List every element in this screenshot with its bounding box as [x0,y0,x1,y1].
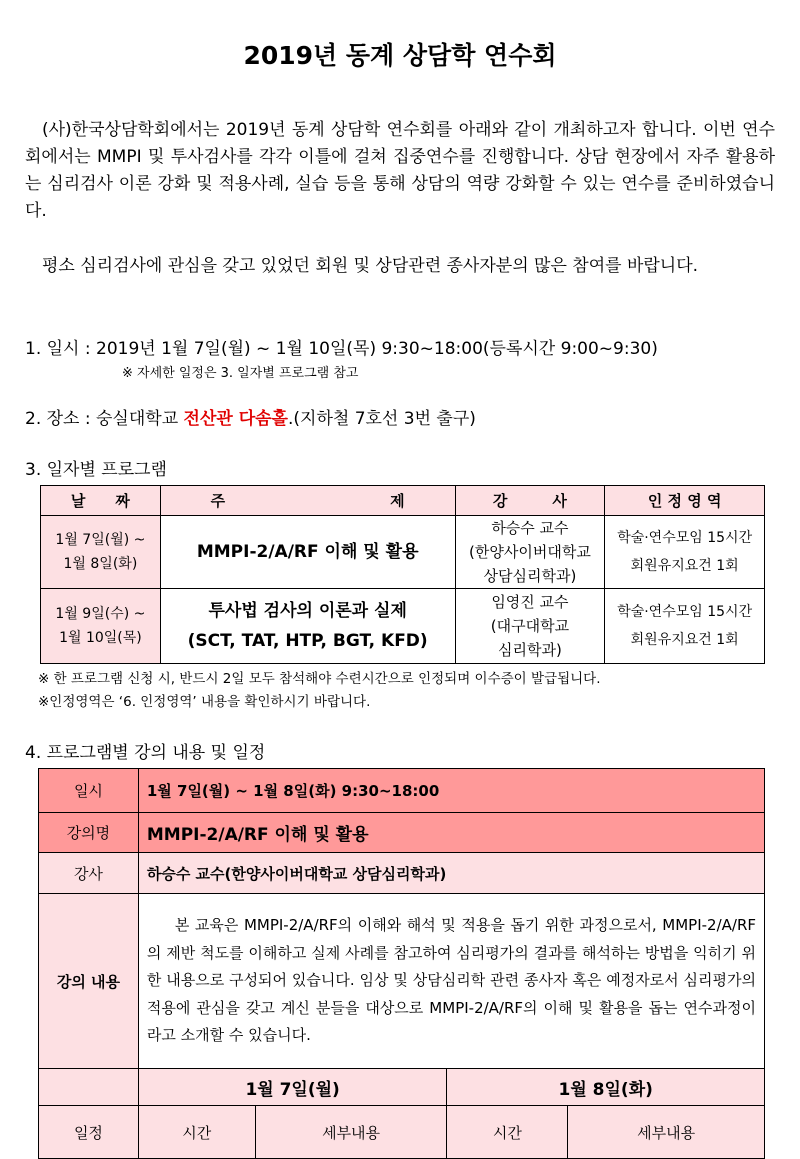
lecture-detail-table [38,768,765,1159]
lecturer-cell [455,516,605,589]
date-cell [41,589,161,664]
day1-time-header: 시간 [138,1106,255,1159]
area-requirement: 회원유지요건 1회 [630,558,739,574]
daily-program-table [40,485,765,664]
name-label: 강의명 [39,813,139,853]
topic-subtitle: (SCT, TAT, HTP, BGT, KFD) [187,631,428,651]
date-cell [41,516,161,589]
content-row [39,894,765,1069]
lecturer-dept: 상담심리학과) [483,567,577,585]
lecturer-affil: (대구대학교 [490,617,570,635]
header-area: 인 정 영 역 [605,486,765,516]
intro-paragraph-2: 평소 심리검사에 관심을 갖고 있었던 회원 및 상담관련 종사자분의 많은 참여를 바랍니다. [42,256,699,276]
day1-header: 1월 7일(월) [138,1069,447,1106]
program-note-1: ※ 한 프로그램 신청 시, 반드시 2일 모두 참석해야 수련시간으로 인정되며 이수증이 발급됩니다. [38,671,601,687]
table-row [41,589,765,664]
venue-suffix: .(지하철 7호선 3번 출구) [287,409,476,429]
schedule-line: 1. 일시 : 2019년 1월 7일(월) ~ 1월 10일(목) 9:30~18:00(등록시간 9:00~9:30) [25,339,658,359]
area-cell [605,516,765,589]
header-lecturer: 강 사 [455,486,605,516]
date-row [39,769,765,813]
lecturer-name: 하승수 교수 [491,519,569,537]
area-requirement: 회원유지요건 1회 [630,632,739,648]
lecturer-label: 강사 [39,853,139,894]
venue-highlight: 전산관 다솜홀 [183,409,288,429]
lecturer-cell [455,589,605,664]
topic-cell: MMPI-2/A/RF 이해 및 활용 [160,516,455,589]
topic-cell [160,589,455,664]
name-value: MMPI-2/A/RF 이해 및 활용 [138,813,764,853]
venue-line [25,404,476,429]
lecturer-row [39,853,765,894]
header-date: 날 짜 [41,486,161,516]
day-header-row [39,1069,765,1106]
table-row [41,516,765,589]
date-end: 1월 10일(목) [59,630,142,646]
area-hours: 학술·연수모임 15시간 [617,604,753,620]
venue-prefix: 2. 장소 : 숭실대학교 [25,409,184,429]
area-hours: 학술·연수모임 15시간 [617,530,753,546]
lecturer-affil: (한양사이버대학교 [469,543,591,561]
empty-cell [39,1069,139,1106]
header-topic: 주 제 [160,486,455,516]
lecturer-value: 하승수 교수(한양사이버대학교 상담심리학과) [138,853,764,894]
date-end: 1월 8일(화) [63,556,138,572]
date-value: 1월 7일(월) ~ 1월 8일(화) 9:30~18:00 [138,769,764,813]
lecturer-dept: 심리학과) [498,641,562,659]
date-start: 1월 9일(수) ~ [55,606,146,622]
table-header-row [41,486,765,516]
document-title: 2019년 동계 상담학 연수회 [243,41,557,70]
date-label: 일시 [39,769,139,813]
program-note-2: ※인정영역은 ‘6. 인정영역’ 내용을 확인하시기 바랍니다. [38,694,371,710]
content-label: 강의 내용 [39,894,139,1069]
schedule-note: ※ 자세한 일정은 3. 일자별 프로그램 참고 [122,366,359,381]
day2-header: 1월 8일(화) [447,1069,765,1106]
schedule-header-row [39,1106,765,1159]
content-value: 본 교육은 MMPI-2/A/RF의 이해와 해석 및 적용을 돕기 위한 과정으로서, MMPI-2/A/RF의 제반 척도를 이해하고 실제 사례를 참고하여 심리평가의 결과를 해석하는 방법을 익히기 위한 내용으로 구성되어 있습니다. 임상 및 상담심리학 관련 종사자 혹은 예정자로서 심리평가의 적용에 관심을 갖고 계신 분들을 대상으로 MMPI-2/A/RF의 이해 및 활용을 돕는 연수과정이라고 소개할 수 있습니다. [138,894,764,1069]
day2-time-header: 시간 [447,1106,568,1159]
topic-title: 투사법 검사의 이론과 실제 [208,601,407,621]
lecture-heading: 4. 프로그램별 강의 내용 및 일정 [25,743,266,763]
day1-detail-header: 세부내용 [255,1106,447,1159]
date-start: 1월 7일(월) ~ [55,532,146,548]
name-row [39,813,765,853]
program-heading: 3. 일자별 프로그램 [25,460,167,480]
schedule-label: 일정 [39,1106,139,1159]
area-cell [605,589,765,664]
day2-detail-header: 세부내용 [568,1106,765,1159]
intro-paragraph-1: (사)한국상담학회에서는 2019년 동계 상담학 연수회를 아래와 같이 개최하고자 합니다. 이번 연수회에서는 MMPI 및 투사검사를 각각 이틀에 걸쳐 집중연수를 진행합니다. 상담 현장에서 자주 활용하는 심리검사 이론 강화 및 적용사례, 실습 등을 통해 상담의 역량 강화할 수 있는 연수를 준비하였습니다. [25,120,775,221]
lecturer-name: 임영진 교수 [491,593,569,611]
